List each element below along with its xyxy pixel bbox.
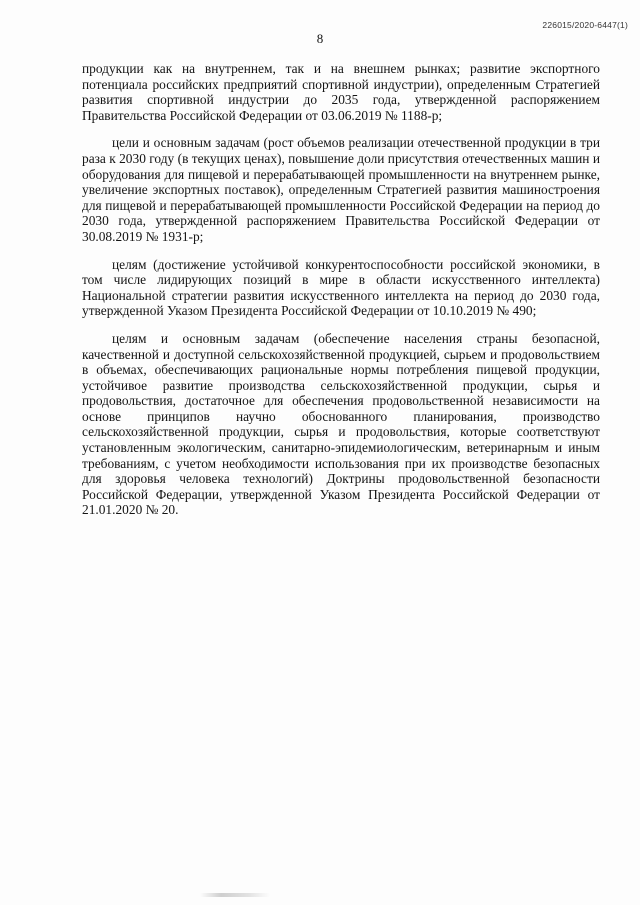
paragraph-food-machinery-strategy: цели и основным задачам (рост объемов реализации отечественной продукции в три раза к 2030 году (в текущих ценах), повышение доли присутствия отечественных машин и оборудования для пищевой и перерабатывающей промышленности на внутреннем рынке, увеличение экспортных поставок), определенным Стратегией развития машиностроения для пищевой и перерабатывающей промышленности Российской Федерации на период до 2030 года, утвержденной распоряжением Правительства Российской Федерации от 30.08.2019 № 1931-р; [82, 135, 600, 244]
document-reference-number: 226015/2020-6447(1) [542, 20, 628, 30]
scan-artifact [200, 893, 270, 897]
paragraph-ai-strategy: целям (достижение устойчивой конкурентоспособности российской экономики, в том числе лидирующих позиций в мире в области искусственного интеллекта) Национальной стратегии развития искусственного интеллекта на период до 2030 года, утвержденной Указом Президента Российской Федерации от 10.10.2019 № 490; [82, 256, 600, 319]
document-body [82, 61, 600, 530]
page-number: 8 [316, 31, 324, 46]
paragraph-sport-industry-strategy: продукции как на внутреннем, так и на внешнем рынках; развитие экспортного потенциала российских предприятий спортивной индустрии), определенным Стратегией развития спортивной индустрии до 2035 года, утвержденной распоряжением Правительства Российской Федерации от 03.06.2019 № 1188-р; [82, 61, 600, 123]
paragraph-food-security-doctrine: целям и основным задачам (обеспечение населения страны безопасной, качественной и доступной сельскохозяйственной продукцией, сырьем и продовольствием в объемах, обеспечивающих рациональные нормы потребления пищевой продукции, устойчивое развитие производства сельскохозяйственной продукции, сырья и продовольствия, достаточное для обеспечения продовольственной независимости на основе принципов научно обоснованного планирования, производство сельскохозяйственной продукции, сырья и продовольствия, которые соответствуют установленным экологическим, санитарно-эпидемиологическим, ветеринарным и иным требованиям, с учетом необходимости использования при их производстве безопасных для здоровья человека технологий) Доктрины продовольственной безопасности Российской Федерации, утвержденной Указом Президента Российской Федерации от 21.01.2020 № 20. [82, 330, 600, 518]
